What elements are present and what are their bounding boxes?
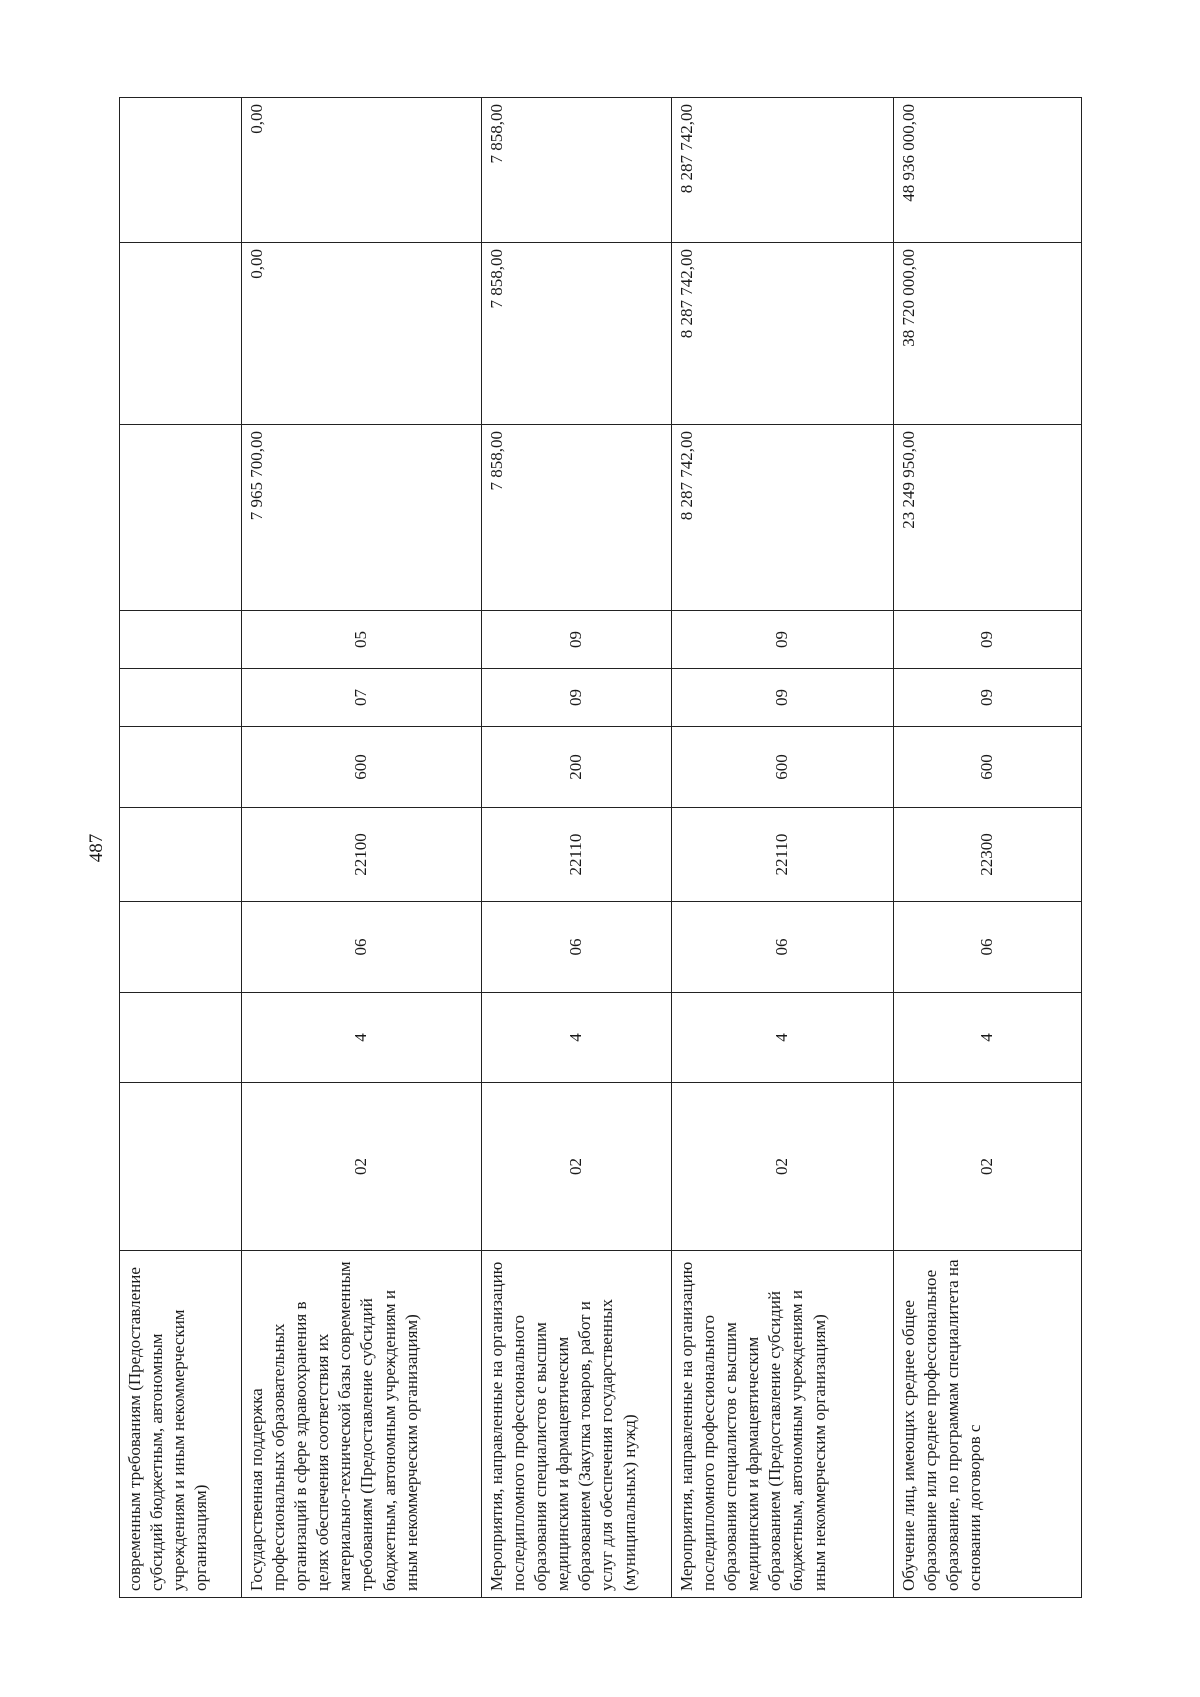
cell-sum-year3: 0,00 (242, 98, 482, 243)
row-description: современным требованиям (Предоставление субсидий бюджетным, автономным учреждениям и иным некоммерческим организациям) (120, 1251, 242, 1598)
cell-ps: 06 (894, 902, 1082, 993)
cell-sum-year2: 0,00 (242, 243, 482, 425)
cell-rz: 09 (894, 669, 1082, 727)
cell-np (120, 808, 242, 902)
cell-sum-year3: 8 287 742,00 (672, 98, 894, 243)
cell-vr: 200 (482, 727, 672, 808)
row-description: Обучение лиц, имеющих среднее общее образование или среднее профессиональное образование, по программам специалитета на основании договоров с (894, 1251, 1082, 1598)
cell-sum-year3: 48 936 000,00 (894, 98, 1082, 243)
page-number: 487 (86, 833, 107, 863)
row-description: Мероприятия, направленные на организацию последипломного профессионального образования специалистов с высшим медицинским и фармацевтическим образованием (Закупка товаров, работ и услуг для обеспечения государственных (муниципальных) нужд) (482, 1251, 672, 1598)
table-body (120, 98, 1082, 1598)
cell-gr: 02 (482, 1083, 672, 1251)
cell-r: 05 (242, 611, 482, 669)
cell-r (120, 611, 242, 669)
cell-pr: 4 (894, 993, 1082, 1083)
row-description: Мероприятия, направленные на организацию последипломного профессионального образования специалистов с высшим медицинским и фармацевтическим образованием (Предоставление субсидий бюджетным, автономным учреждениям и иным некоммерческим организациям) (672, 1251, 894, 1598)
cell-ps: 06 (242, 902, 482, 993)
cell-gr: 02 (242, 1083, 482, 1251)
cell-pr: 4 (672, 993, 894, 1083)
cell-sum-year1: 8 287 742,00 (672, 425, 894, 611)
cell-rz (120, 669, 242, 727)
cell-sum-year1: 7 965 700,00 (242, 425, 482, 611)
cell-rz: 09 (482, 669, 672, 727)
cell-sum-year3 (120, 98, 242, 243)
cell-vr: 600 (894, 727, 1082, 808)
cell-sum-year2: 38 720 000,00 (894, 243, 1082, 425)
cell-rz: 07 (242, 669, 482, 727)
budget-table-container (119, 98, 1081, 1598)
cell-np: 22100 (242, 808, 482, 902)
cell-ps: 06 (672, 902, 894, 993)
cell-sum-year2: 8 287 742,00 (672, 243, 894, 425)
cell-pr: 4 (482, 993, 672, 1083)
cell-np: 22110 (482, 808, 672, 902)
cell-vr (120, 727, 242, 808)
table-row (242, 98, 482, 1598)
budget-table (119, 97, 1082, 1598)
row-description: Государственная поддержка профессиональных образовательных организаций в сфере здравоохранения в целях обеспечения соответствия их материально-технической базы современным требованиям (Предоставление субсидий бюджетным, автономным учреждениям и иным некоммерческим организациям) (242, 1251, 482, 1598)
cell-r: 09 (672, 611, 894, 669)
table-row (672, 98, 894, 1598)
cell-sum-year3: 7 858,00 (482, 98, 672, 243)
cell-np: 22110 (672, 808, 894, 902)
cell-sum-year1: 7 858,00 (482, 425, 672, 611)
cell-pr (120, 993, 242, 1083)
cell-sum-year1 (120, 425, 242, 611)
cell-r: 09 (482, 611, 672, 669)
cell-sum-year2 (120, 243, 242, 425)
cell-gr: 02 (894, 1083, 1082, 1251)
table-row (482, 98, 672, 1598)
cell-gr (120, 1083, 242, 1251)
cell-ps (120, 902, 242, 993)
table-row (120, 98, 242, 1598)
cell-sum-year2: 7 858,00 (482, 243, 672, 425)
cell-np: 22300 (894, 808, 1082, 902)
cell-r: 09 (894, 611, 1082, 669)
cell-sum-year1: 23 249 950,00 (894, 425, 1082, 611)
cell-vr: 600 (242, 727, 482, 808)
cell-pr: 4 (242, 993, 482, 1083)
cell-vr: 600 (672, 727, 894, 808)
cell-gr: 02 (672, 1083, 894, 1251)
table-row (894, 98, 1082, 1598)
cell-ps: 06 (482, 902, 672, 993)
cell-rz: 09 (672, 669, 894, 727)
